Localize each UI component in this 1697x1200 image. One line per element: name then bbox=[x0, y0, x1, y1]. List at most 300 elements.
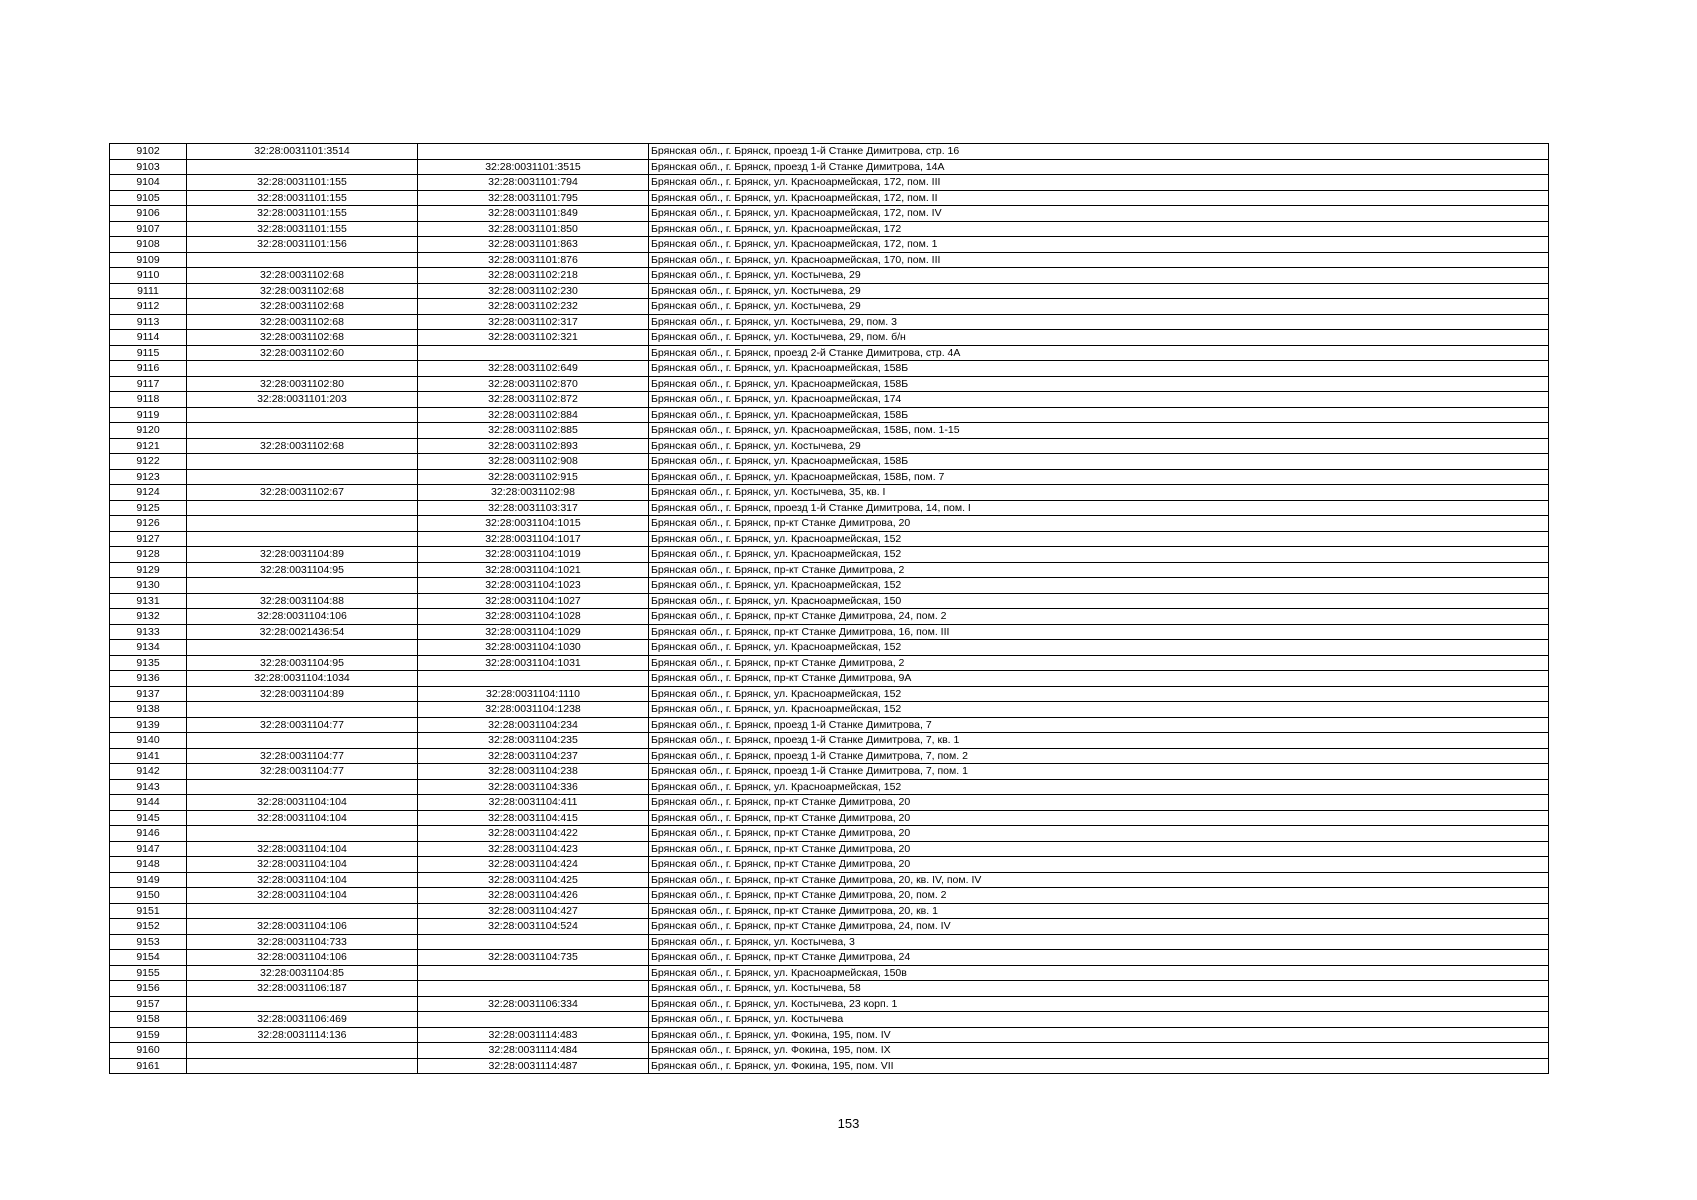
address-cell: Брянская обл., г. Брянск, пр-кт Станке Димитрова, 20 bbox=[649, 516, 1549, 532]
parcel-number-cell: 32:28:0031104:85 bbox=[187, 965, 418, 981]
address-cell: Брянская обл., г. Брянск, ул. Фокина, 195, пом. IX bbox=[649, 1043, 1549, 1059]
address-cell: Брянская обл., г. Брянск, ул. Красноармейская, 158Б, пом. 1-15 bbox=[649, 423, 1549, 439]
table-row bbox=[110, 1012, 1549, 1028]
table-row bbox=[110, 361, 1549, 377]
parcel-number-cell bbox=[187, 500, 418, 516]
row-number-cell: 9135 bbox=[110, 655, 187, 671]
parcel-number-cell bbox=[187, 702, 418, 718]
address-cell: Брянская обл., г. Брянск, пр-кт Станке Димитрова, 20 bbox=[649, 841, 1549, 857]
row-number-cell: 9124 bbox=[110, 485, 187, 501]
row-number-cell: 9146 bbox=[110, 826, 187, 842]
table-row bbox=[110, 345, 1549, 361]
object-number-cell: 32:28:0031101:795 bbox=[418, 190, 649, 206]
object-number-cell: 32:28:0031104:1238 bbox=[418, 702, 649, 718]
object-number-cell: 32:28:0031102:884 bbox=[418, 407, 649, 423]
table-row bbox=[110, 268, 1549, 284]
object-number-cell: 32:28:0031104:1029 bbox=[418, 624, 649, 640]
object-number-cell: 32:28:0031102:915 bbox=[418, 469, 649, 485]
row-number-cell: 9143 bbox=[110, 779, 187, 795]
address-cell: Брянская обл., г. Брянск, пр-кт Станке Димитрова, 20, пом. 2 bbox=[649, 888, 1549, 904]
row-number-cell: 9109 bbox=[110, 252, 187, 268]
row-number-cell: 9156 bbox=[110, 981, 187, 997]
address-cell: Брянская обл., г. Брянск, пр-кт Станке Димитрова, 2 bbox=[649, 562, 1549, 578]
registry-table bbox=[109, 143, 1549, 1074]
row-number-cell: 9129 bbox=[110, 562, 187, 578]
address-cell: Брянская обл., г. Брянск, пр-кт Станке Димитрова, 20 bbox=[649, 810, 1549, 826]
object-number-cell: 32:28:0031104:427 bbox=[418, 903, 649, 919]
row-number-cell: 9107 bbox=[110, 221, 187, 237]
parcel-number-cell: 32:28:0031104:106 bbox=[187, 609, 418, 625]
address-cell: Брянская обл., г. Брянск, проезд 1-й Станке Димитрова, 7, кв. 1 bbox=[649, 733, 1549, 749]
parcel-number-cell: 32:28:0031104:104 bbox=[187, 810, 418, 826]
table-row bbox=[110, 159, 1549, 175]
address-cell: Брянская обл., г. Брянск, ул. Костычева, 58 bbox=[649, 981, 1549, 997]
address-cell: Брянская обл., г. Брянск, ул. Красноармейская, 152 bbox=[649, 531, 1549, 547]
parcel-number-cell: 32:28:0031104:104 bbox=[187, 841, 418, 857]
table-row bbox=[110, 237, 1549, 253]
parcel-number-cell: 32:28:0031104:1034 bbox=[187, 671, 418, 687]
object-number-cell: 32:28:0031103:317 bbox=[418, 500, 649, 516]
row-number-cell: 9160 bbox=[110, 1043, 187, 1059]
object-number-cell bbox=[418, 981, 649, 997]
table-row bbox=[110, 609, 1549, 625]
row-number-cell: 9141 bbox=[110, 748, 187, 764]
parcel-number-cell bbox=[187, 779, 418, 795]
object-number-cell: 32:28:0031114:484 bbox=[418, 1043, 649, 1059]
parcel-number-cell: 32:28:0031104:77 bbox=[187, 717, 418, 733]
object-number-cell bbox=[418, 144, 649, 160]
address-cell: Брянская обл., г. Брянск, ул. Костычева, 29 bbox=[649, 283, 1549, 299]
table-row bbox=[110, 640, 1549, 656]
address-cell: Брянская обл., г. Брянск, ул. Красноармейская, 172, пом. 1 bbox=[649, 237, 1549, 253]
object-number-cell: 32:28:0031114:487 bbox=[418, 1058, 649, 1074]
table-row bbox=[110, 903, 1549, 919]
parcel-number-cell bbox=[187, 361, 418, 377]
object-number-cell: 32:28:0031104:423 bbox=[418, 841, 649, 857]
parcel-number-cell: 32:28:0031102:68 bbox=[187, 314, 418, 330]
object-number-cell: 32:28:0031101:876 bbox=[418, 252, 649, 268]
object-number-cell bbox=[418, 934, 649, 950]
row-number-cell: 9159 bbox=[110, 1027, 187, 1043]
address-cell: Брянская обл., г. Брянск, пр-кт Станке Димитрова, 20 bbox=[649, 826, 1549, 842]
table-row bbox=[110, 454, 1549, 470]
address-cell: Брянская обл., г. Брянск, проезд 1-й Станке Димитрова, 7, пом. 2 bbox=[649, 748, 1549, 764]
parcel-number-cell: 32:28:0031102:68 bbox=[187, 299, 418, 315]
address-cell: Брянская обл., г. Брянск, ул. Костычева, 29 bbox=[649, 299, 1549, 315]
address-cell: Брянская обл., г. Брянск, ул. Красноармейская, 158Б bbox=[649, 361, 1549, 377]
parcel-number-cell: 32:28:0031101:155 bbox=[187, 190, 418, 206]
row-number-cell: 9138 bbox=[110, 702, 187, 718]
parcel-number-cell bbox=[187, 826, 418, 842]
table-row bbox=[110, 702, 1549, 718]
parcel-number-cell: 32:28:0031104:89 bbox=[187, 686, 418, 702]
table-row bbox=[110, 330, 1549, 346]
row-number-cell: 9103 bbox=[110, 159, 187, 175]
object-number-cell: 32:28:0031102:230 bbox=[418, 283, 649, 299]
object-number-cell: 32:28:0031104:1027 bbox=[418, 593, 649, 609]
parcel-number-cell: 32:28:0031102:67 bbox=[187, 485, 418, 501]
parcel-number-cell: 32:28:0031101:155 bbox=[187, 221, 418, 237]
address-cell: Брянская обл., г. Брянск, проезд 1-й Станке Димитрова, 7 bbox=[649, 717, 1549, 733]
table-row bbox=[110, 221, 1549, 237]
table-row bbox=[110, 485, 1549, 501]
parcel-number-cell bbox=[187, 531, 418, 547]
address-cell: Брянская обл., г. Брянск, пр-кт Станке Димитрова, 24 bbox=[649, 950, 1549, 966]
parcel-number-cell: 32:28:0031104:104 bbox=[187, 795, 418, 811]
address-cell: Брянская обл., г. Брянск, ул. Красноармейская, 150 bbox=[649, 593, 1549, 609]
address-cell: Брянская обл., г. Брянск, ул. Костычева, 29, пом. 3 bbox=[649, 314, 1549, 330]
address-cell: Брянская обл., г. Брянск, ул. Красноармейская, 152 bbox=[649, 686, 1549, 702]
table-row bbox=[110, 190, 1549, 206]
row-number-cell: 9123 bbox=[110, 469, 187, 485]
object-number-cell: 32:28:0031102:98 bbox=[418, 485, 649, 501]
row-number-cell: 9140 bbox=[110, 733, 187, 749]
address-cell: Брянская обл., г. Брянск, пр-кт Станке Димитрова, 20, кв. IV, пом. IV bbox=[649, 872, 1549, 888]
table-row bbox=[110, 252, 1549, 268]
parcel-number-cell bbox=[187, 1058, 418, 1074]
object-number-cell: 32:28:0031101:850 bbox=[418, 221, 649, 237]
object-number-cell: 32:28:0031104:1030 bbox=[418, 640, 649, 656]
row-number-cell: 9134 bbox=[110, 640, 187, 656]
table-row bbox=[110, 547, 1549, 563]
row-number-cell: 9125 bbox=[110, 500, 187, 516]
row-number-cell: 9154 bbox=[110, 950, 187, 966]
address-cell: Брянская обл., г. Брянск, пр-кт Станке Димитрова, 24, пом. IV bbox=[649, 919, 1549, 935]
object-number-cell: 32:28:0031104:735 bbox=[418, 950, 649, 966]
row-number-cell: 9114 bbox=[110, 330, 187, 346]
object-number-cell: 32:28:0031104:425 bbox=[418, 872, 649, 888]
parcel-number-cell: 32:28:0031104:106 bbox=[187, 919, 418, 935]
row-number-cell: 9110 bbox=[110, 268, 187, 284]
address-cell: Брянская обл., г. Брянск, ул. Красноармейская, 150в bbox=[649, 965, 1549, 981]
address-cell: Брянская обл., г. Брянск, пр-кт Станке Димитрова, 20, кв. 1 bbox=[649, 903, 1549, 919]
table-row bbox=[110, 857, 1549, 873]
object-number-cell bbox=[418, 671, 649, 687]
address-cell: Брянская обл., г. Брянск, пр-кт Станке Димитрова, 24, пом. 2 bbox=[649, 609, 1549, 625]
parcel-number-cell: 32:28:0031104:88 bbox=[187, 593, 418, 609]
address-cell: Брянская обл., г. Брянск, пр-кт Станке Димитрова, 20 bbox=[649, 795, 1549, 811]
address-cell: Брянская обл., г. Брянск, ул. Красноармейская, 172, пом. III bbox=[649, 175, 1549, 191]
table-row bbox=[110, 144, 1549, 160]
row-number-cell: 9115 bbox=[110, 345, 187, 361]
table-row bbox=[110, 671, 1549, 687]
row-number-cell: 9145 bbox=[110, 810, 187, 826]
row-number-cell: 9148 bbox=[110, 857, 187, 873]
row-number-cell: 9113 bbox=[110, 314, 187, 330]
table-row bbox=[110, 283, 1549, 299]
object-number-cell: 32:28:0031114:483 bbox=[418, 1027, 649, 1043]
parcel-number-cell: 32:28:0031114:136 bbox=[187, 1027, 418, 1043]
row-number-cell: 9151 bbox=[110, 903, 187, 919]
table-row bbox=[110, 516, 1549, 532]
parcel-number-cell: 32:28:0031104:77 bbox=[187, 764, 418, 780]
row-number-cell: 9122 bbox=[110, 454, 187, 470]
table-row bbox=[110, 392, 1549, 408]
address-cell: Брянская обл., г. Брянск, пр-кт Станке Димитрова, 9А bbox=[649, 671, 1549, 687]
address-cell: Брянская обл., г. Брянск, ул. Красноармейская, 158Б, пом. 7 bbox=[649, 469, 1549, 485]
table-row bbox=[110, 764, 1549, 780]
address-cell: Брянская обл., г. Брянск, пр-кт Станке Димитрова, 16, пом. III bbox=[649, 624, 1549, 640]
row-number-cell: 9108 bbox=[110, 237, 187, 253]
row-number-cell: 9118 bbox=[110, 392, 187, 408]
address-cell: Брянская обл., г. Брянск, ул. Красноармейская, 152 bbox=[649, 779, 1549, 795]
address-cell: Брянская обл., г. Брянск, ул. Фокина, 195, пом. IV bbox=[649, 1027, 1549, 1043]
table-row bbox=[110, 841, 1549, 857]
row-number-cell: 9137 bbox=[110, 686, 187, 702]
parcel-number-cell: 32:28:0031104:733 bbox=[187, 934, 418, 950]
parcel-number-cell: 32:28:0031101:155 bbox=[187, 206, 418, 222]
row-number-cell: 9127 bbox=[110, 531, 187, 547]
address-cell: Брянская обл., г. Брянск, ул. Костычева, 3 bbox=[649, 934, 1549, 950]
object-number-cell: 32:28:0031104:415 bbox=[418, 810, 649, 826]
row-number-cell: 9102 bbox=[110, 144, 187, 160]
parcel-number-cell: 32:28:0031104:77 bbox=[187, 748, 418, 764]
address-cell: Брянская обл., г. Брянск, проезд 1-й Станке Димитрова, 14А bbox=[649, 159, 1549, 175]
object-number-cell: 32:28:0031104:235 bbox=[418, 733, 649, 749]
table-row bbox=[110, 469, 1549, 485]
object-number-cell: 32:28:0031101:849 bbox=[418, 206, 649, 222]
object-number-cell: 32:28:0031104:234 bbox=[418, 717, 649, 733]
table-row bbox=[110, 950, 1549, 966]
parcel-number-cell bbox=[187, 996, 418, 1012]
row-number-cell: 9106 bbox=[110, 206, 187, 222]
parcel-number-cell bbox=[187, 733, 418, 749]
parcel-number-cell bbox=[187, 903, 418, 919]
object-number-cell: 32:28:0031104:1031 bbox=[418, 655, 649, 671]
parcel-number-cell: 32:28:0031104:104 bbox=[187, 872, 418, 888]
parcel-number-cell bbox=[187, 516, 418, 532]
object-number-cell: 32:28:0031104:1019 bbox=[418, 547, 649, 563]
parcel-number-cell bbox=[187, 640, 418, 656]
object-number-cell bbox=[418, 1012, 649, 1028]
table-row bbox=[110, 934, 1549, 950]
address-cell: Брянская обл., г. Брянск, ул. Костычева, 35, кв. I bbox=[649, 485, 1549, 501]
row-number-cell: 9133 bbox=[110, 624, 187, 640]
row-number-cell: 9144 bbox=[110, 795, 187, 811]
address-cell: Брянская обл., г. Брянск, ул. Красноармейская, 172, пом. II bbox=[649, 190, 1549, 206]
row-number-cell: 9126 bbox=[110, 516, 187, 532]
row-number-cell: 9111 bbox=[110, 283, 187, 299]
address-cell: Брянская обл., г. Брянск, ул. Костычева, 29 bbox=[649, 438, 1549, 454]
object-number-cell: 32:28:0031104:336 bbox=[418, 779, 649, 795]
parcel-number-cell bbox=[187, 1043, 418, 1059]
object-number-cell: 32:28:0031104:1017 bbox=[418, 531, 649, 547]
table-row bbox=[110, 996, 1549, 1012]
table-body bbox=[110, 144, 1549, 1074]
parcel-number-cell: 32:28:0031102:80 bbox=[187, 376, 418, 392]
parcel-number-cell: 32:28:0031106:469 bbox=[187, 1012, 418, 1028]
row-number-cell: 9105 bbox=[110, 190, 187, 206]
address-cell: Брянская обл., г. Брянск, ул. Костычева bbox=[649, 1012, 1549, 1028]
address-cell: Брянская обл., г. Брянск, пр-кт Станке Димитрова, 20 bbox=[649, 857, 1549, 873]
parcel-number-cell: 32:28:0031104:89 bbox=[187, 547, 418, 563]
address-cell: Брянская обл., г. Брянск, ул. Красноармейская, 158Б bbox=[649, 407, 1549, 423]
table-row bbox=[110, 655, 1549, 671]
object-number-cell bbox=[418, 345, 649, 361]
table-row bbox=[110, 578, 1549, 594]
object-number-cell: 32:28:0031104:238 bbox=[418, 764, 649, 780]
row-number-cell: 9120 bbox=[110, 423, 187, 439]
address-cell: Брянская обл., г. Брянск, ул. Красноармейская, 158Б bbox=[649, 454, 1549, 470]
parcel-number-cell: 32:28:0021436:54 bbox=[187, 624, 418, 640]
parcel-number-cell bbox=[187, 423, 418, 439]
row-number-cell: 9161 bbox=[110, 1058, 187, 1074]
parcel-number-cell: 32:28:0031101:3514 bbox=[187, 144, 418, 160]
row-number-cell: 9150 bbox=[110, 888, 187, 904]
table-row bbox=[110, 500, 1549, 516]
object-number-cell: 32:28:0031101:794 bbox=[418, 175, 649, 191]
table-row bbox=[110, 1027, 1549, 1043]
parcel-number-cell: 32:28:0031106:187 bbox=[187, 981, 418, 997]
address-cell: Брянская обл., г. Брянск, проезд 1-й Станке Димитрова, 14, пом. I bbox=[649, 500, 1549, 516]
table-row bbox=[110, 314, 1549, 330]
table-row bbox=[110, 299, 1549, 315]
object-number-cell: 32:28:0031104:1021 bbox=[418, 562, 649, 578]
parcel-number-cell: 32:28:0031104:106 bbox=[187, 950, 418, 966]
parcel-number-cell: 32:28:0031104:95 bbox=[187, 562, 418, 578]
table-row bbox=[110, 733, 1549, 749]
object-number-cell: 32:28:0031104:1015 bbox=[418, 516, 649, 532]
row-number-cell: 9157 bbox=[110, 996, 187, 1012]
object-number-cell: 32:28:0031102:908 bbox=[418, 454, 649, 470]
parcel-number-cell: 32:28:0031102:68 bbox=[187, 438, 418, 454]
table-row bbox=[110, 175, 1549, 191]
object-number-cell: 32:28:0031104:411 bbox=[418, 795, 649, 811]
object-number-cell bbox=[418, 965, 649, 981]
table-row bbox=[110, 981, 1549, 997]
address-cell: Брянская обл., г. Брянск, ул. Красноармейская, 152 bbox=[649, 640, 1549, 656]
object-number-cell: 32:28:0031104:524 bbox=[418, 919, 649, 935]
address-cell: Брянская обл., г. Брянск, ул. Красноармейская, 170, пом. III bbox=[649, 252, 1549, 268]
row-number-cell: 9117 bbox=[110, 376, 187, 392]
row-number-cell: 9131 bbox=[110, 593, 187, 609]
table-row bbox=[110, 206, 1549, 222]
address-cell: Брянская обл., г. Брянск, ул. Красноармейская, 174 bbox=[649, 392, 1549, 408]
row-number-cell: 9142 bbox=[110, 764, 187, 780]
row-number-cell: 9130 bbox=[110, 578, 187, 594]
parcel-number-cell bbox=[187, 454, 418, 470]
address-cell: Брянская обл., г. Брянск, ул. Красноармейская, 158Б bbox=[649, 376, 1549, 392]
parcel-number-cell: 32:28:0031101:203 bbox=[187, 392, 418, 408]
object-number-cell: 32:28:0031104:424 bbox=[418, 857, 649, 873]
table-row bbox=[110, 826, 1549, 842]
address-cell: Брянская обл., г. Брянск, проезд 1-й Станке Димитрова, 7, пом. 1 bbox=[649, 764, 1549, 780]
object-number-cell: 32:28:0031104:1028 bbox=[418, 609, 649, 625]
table-row bbox=[110, 438, 1549, 454]
address-cell: Брянская обл., г. Брянск, ул. Фокина, 195, пом. VII bbox=[649, 1058, 1549, 1074]
address-cell: Брянская обл., г. Брянск, ул. Красноармейская, 172 bbox=[649, 221, 1549, 237]
address-cell: Брянская обл., г. Брянск, проезд 1-й Станке Димитрова, стр. 16 bbox=[649, 144, 1549, 160]
row-number-cell: 9158 bbox=[110, 1012, 187, 1028]
page-number: 153 bbox=[837, 1116, 860, 1131]
parcel-number-cell: 32:28:0031101:156 bbox=[187, 237, 418, 253]
table-row bbox=[110, 423, 1549, 439]
parcel-number-cell: 32:28:0031104:104 bbox=[187, 857, 418, 873]
address-cell: Брянская обл., г. Брянск, ул. Красноармейская, 152 bbox=[649, 547, 1549, 563]
object-number-cell: 32:28:0031106:334 bbox=[418, 996, 649, 1012]
table-row bbox=[110, 795, 1549, 811]
table-row bbox=[110, 593, 1549, 609]
object-number-cell: 32:28:0031101:863 bbox=[418, 237, 649, 253]
table-row bbox=[110, 748, 1549, 764]
parcel-number-cell: 32:28:0031101:155 bbox=[187, 175, 418, 191]
object-number-cell: 32:28:0031102:649 bbox=[418, 361, 649, 377]
table-row bbox=[110, 1058, 1549, 1074]
parcel-number-cell: 32:28:0031104:95 bbox=[187, 655, 418, 671]
address-cell: Брянская обл., г. Брянск, ул. Красноармейская, 172, пом. IV bbox=[649, 206, 1549, 222]
parcel-number-cell: 32:28:0031102:68 bbox=[187, 268, 418, 284]
address-cell: Брянская обл., г. Брянск, ул. Костычева, 29 bbox=[649, 268, 1549, 284]
row-number-cell: 9128 bbox=[110, 547, 187, 563]
row-number-cell: 9104 bbox=[110, 175, 187, 191]
object-number-cell: 32:28:0031102:872 bbox=[418, 392, 649, 408]
parcel-number-cell: 32:28:0031104:104 bbox=[187, 888, 418, 904]
row-number-cell: 9116 bbox=[110, 361, 187, 377]
object-number-cell: 32:28:0031101:3515 bbox=[418, 159, 649, 175]
table-row bbox=[110, 965, 1549, 981]
object-number-cell: 32:28:0031104:426 bbox=[418, 888, 649, 904]
object-number-cell: 32:28:0031102:232 bbox=[418, 299, 649, 315]
object-number-cell: 32:28:0031102:893 bbox=[418, 438, 649, 454]
address-cell: Брянская обл., г. Брянск, ул. Красноармейская, 152 bbox=[649, 702, 1549, 718]
object-number-cell: 32:28:0031102:321 bbox=[418, 330, 649, 346]
object-number-cell: 32:28:0031102:218 bbox=[418, 268, 649, 284]
address-cell: Брянская обл., г. Брянск, пр-кт Станке Димитрова, 2 bbox=[649, 655, 1549, 671]
row-number-cell: 9153 bbox=[110, 934, 187, 950]
object-number-cell: 32:28:0031104:422 bbox=[418, 826, 649, 842]
table-row bbox=[110, 624, 1549, 640]
table-row bbox=[110, 407, 1549, 423]
parcel-number-cell bbox=[187, 159, 418, 175]
address-cell: Брянская обл., г. Брянск, ул. Красноармейская, 152 bbox=[649, 578, 1549, 594]
object-number-cell: 32:28:0031102:317 bbox=[418, 314, 649, 330]
table-row bbox=[110, 376, 1549, 392]
parcel-number-cell bbox=[187, 407, 418, 423]
row-number-cell: 9155 bbox=[110, 965, 187, 981]
object-number-cell: 32:28:0031102:870 bbox=[418, 376, 649, 392]
row-number-cell: 9152 bbox=[110, 919, 187, 935]
parcel-number-cell bbox=[187, 469, 418, 485]
table-row bbox=[110, 562, 1549, 578]
address-cell: Брянская обл., г. Брянск, проезд 2-й Станке Димитрова, стр. 4А bbox=[649, 345, 1549, 361]
row-number-cell: 9147 bbox=[110, 841, 187, 857]
row-number-cell: 9139 bbox=[110, 717, 187, 733]
row-number-cell: 9149 bbox=[110, 872, 187, 888]
address-cell: Брянская обл., г. Брянск, ул. Костычева, 23 корп. 1 bbox=[649, 996, 1549, 1012]
parcel-number-cell bbox=[187, 252, 418, 268]
table-row bbox=[110, 1043, 1549, 1059]
parcel-number-cell: 32:28:0031102:68 bbox=[187, 330, 418, 346]
row-number-cell: 9121 bbox=[110, 438, 187, 454]
parcel-number-cell bbox=[187, 578, 418, 594]
table-row bbox=[110, 779, 1549, 795]
table-row bbox=[110, 531, 1549, 547]
row-number-cell: 9136 bbox=[110, 671, 187, 687]
table-row bbox=[110, 686, 1549, 702]
object-number-cell: 32:28:0031104:237 bbox=[418, 748, 649, 764]
table-row bbox=[110, 717, 1549, 733]
table-row bbox=[110, 919, 1549, 935]
table-row bbox=[110, 810, 1549, 826]
object-number-cell: 32:28:0031102:885 bbox=[418, 423, 649, 439]
table-row bbox=[110, 888, 1549, 904]
row-number-cell: 9132 bbox=[110, 609, 187, 625]
parcel-number-cell: 32:28:0031102:68 bbox=[187, 283, 418, 299]
address-cell: Брянская обл., г. Брянск, ул. Костычева, 29, пом. б/н bbox=[649, 330, 1549, 346]
object-number-cell: 32:28:0031104:1023 bbox=[418, 578, 649, 594]
row-number-cell: 9119 bbox=[110, 407, 187, 423]
parcel-number-cell: 32:28:0031102:60 bbox=[187, 345, 418, 361]
